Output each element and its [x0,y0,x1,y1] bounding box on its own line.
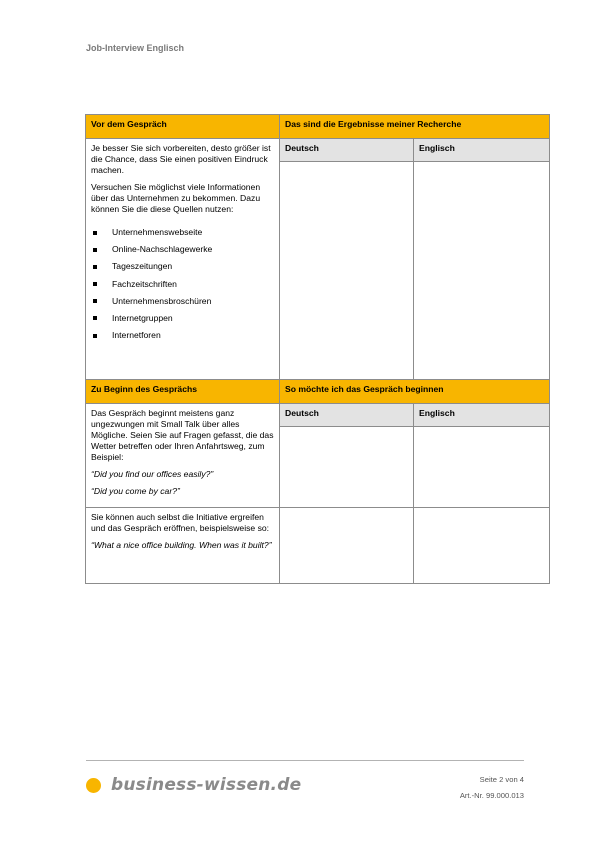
section2-german-answer-cell-1[interactable] [280,427,414,508]
list-item [91,313,274,330]
section2-quote-1: “Did you find our offices easily?” [91,469,214,479]
section1-paragraph-2: Versuchen Sie möglichst viele Informationen über das Unternehmen zu bekommen. Dazu können Sie die diese Quellen nutzen: [91,182,261,214]
section1-column-header-row [86,139,550,162]
sources-list [91,227,274,347]
list-item-label: Fachzeitschriften [112,278,177,289]
list-item-label: Unternehmensbroschüren [112,295,212,306]
section2-german-answer-cell-2[interactable] [280,508,414,584]
section1-col-english-header: Englisch [414,139,550,162]
section1-english-answer-cell[interactable] [414,162,550,380]
interview-worksheet-table [85,114,550,584]
list-item [91,244,274,261]
bullet-icon [93,231,97,235]
section1-right-title: Das sind die Ergebnisse meiner Recherche [280,115,550,139]
list-item-label: Internetforen [112,330,161,341]
logo-text: business-wissen.de [111,775,302,795]
section1-paragraph-1: Je besser Sie sich vorbereiten, desto größer ist die Chance, dass Sie einen positiven Eindruck machen. [91,143,271,175]
section2-header-row [86,380,550,404]
list-item-label: Unternehmenswebseite [112,227,203,237]
footer-divider [86,760,524,761]
brand-logo [86,775,301,795]
section2-english-answer-cell-2[interactable] [414,508,550,584]
list-item [91,330,274,347]
section2-column-header-row [86,404,550,427]
document-header-title: Job-Interview Englisch [86,43,185,53]
list-item [91,261,274,278]
page-number: Seite 2 von 4 [479,775,524,784]
bullet-icon [93,248,97,252]
list-item [91,296,274,313]
section1-german-answer-cell[interactable] [280,162,414,380]
section2-initiative-row [86,508,550,584]
section2-left-title: Zu Beginn des Gesprächs [86,380,280,404]
bullet-icon [93,265,97,269]
section1-col-german-header: Deutsch [280,139,414,162]
section2-initiative-quote: “What a nice office building. When was it built?” [91,540,272,550]
section2-right-title: So möchte ich das Gespräch beginnen [280,380,550,404]
page-info [460,772,524,804]
section2-smalltalk-cell [86,404,280,508]
bullet-icon [93,334,97,338]
bullet-icon [93,282,97,286]
section1-left-title: Vor dem Gespräch [86,115,280,139]
section2-english-answer-cell-1[interactable] [414,427,550,508]
section2-col-english-header: Englisch [414,404,550,427]
list-item-label: Tageszeitungen [112,261,173,272]
bullet-icon [93,299,97,303]
list-item-label: Internetgruppen [112,312,173,323]
list-item-label: Online-Nachschlagewerke [112,244,213,255]
section2-initiative-cell [86,508,280,584]
section2-initiative-text: Sie können auch selbst die Initiative ergreifen und das Gespräch eröffnen, beispielsweise so: [91,512,270,533]
section2-quote-2: “Did you come by car?” [91,486,180,496]
section2-smalltalk-text: Das Gespräch beginnt meistens ganz ungezwungen mit Small Talk über alles Mögliche. Seien Sie auf Fragen gefasst, die das Wetter betreffen oder Ihren Anfahrtsweg, zum Beispiel: [91,408,274,462]
list-item [91,279,274,296]
bullet-icon [93,316,97,320]
section2-col-german-header: Deutsch [280,404,414,427]
list-item [91,227,274,244]
article-number: Art.-Nr. 99.000.013 [459,791,524,800]
logo-dot-icon [86,778,101,793]
section1-header-row [86,115,550,139]
section1-instructions-cell [86,139,280,380]
